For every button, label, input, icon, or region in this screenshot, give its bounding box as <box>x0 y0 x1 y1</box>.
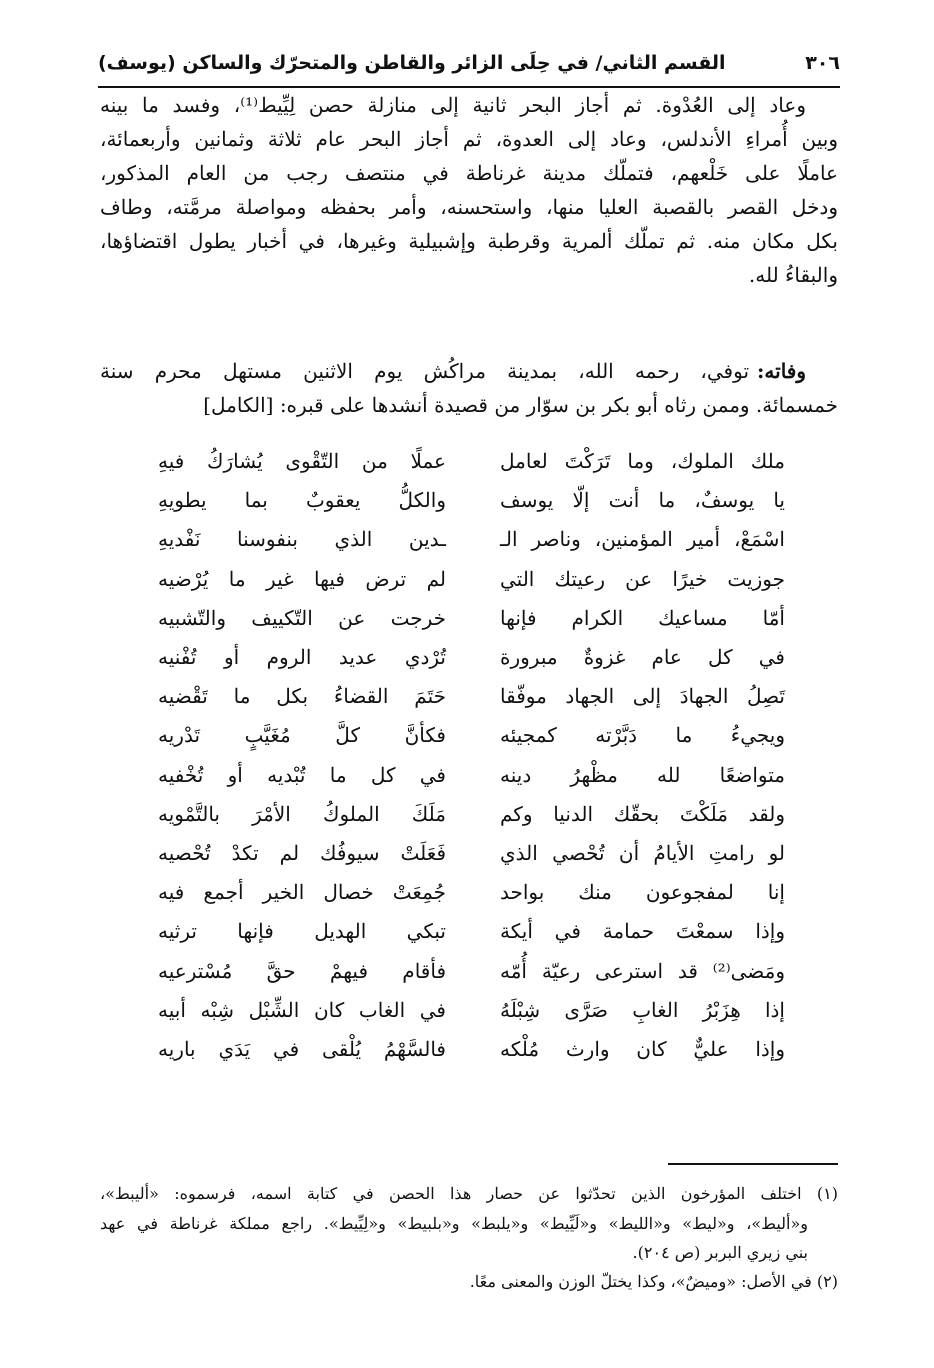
verse-second-hemistich: حَتَمَ القضاءُ بكل ما تَقْضيه <box>158 684 446 709</box>
verse-second-hemistich: فأقام فيهمْ حقَّ مُسْترعيه <box>158 958 446 983</box>
verse-second-hemistich: في الغاب كان الشِّبْل شِبْه أبيه <box>158 997 446 1022</box>
text-line: وبين أُمراءِ الأندلس، وعاد إلى العدوة، ثم أجاز البحر عام ثلاثة وثمانين وأربعمائة، <box>100 127 838 151</box>
verse-second-hemistich: ـدين الذي بنفوسنا نَفْديهِ <box>158 527 446 552</box>
running-title: القسم الثاني/ في حِلَى الزائر والقاطن والمتحرّك والساكن (يوسف) <box>98 52 726 74</box>
verse-first-hemistich: لو رامتِ الأيامُ أن تُحْصي الذي <box>500 841 785 865</box>
header-rule <box>98 86 840 88</box>
footnote-1-line: (١) اختلف المؤرخون الذين تحدّثوا عن حصار هذا الحصن في كتابة اسمه، فرسموه: «أليبط»، <box>100 1184 838 1203</box>
text-line: ودخل القصر بالقصبة العليا منها، واستحسنه، وأمر بحفظه ومواصلة مرمَّته، وطاف <box>100 195 838 219</box>
footnote-1-line: بني زيري البربر (ص ٢٠٤). <box>632 1243 808 1262</box>
verse-first-hemistich: في كل عام غزوةٌ مبرورة <box>500 645 785 669</box>
text-line: وعاد إلى العُدْوة. ثم أجاز البحر ثانية إلى منازلة حصن لِيِّيط⁽¹⁾، وفسد ما بينه <box>100 93 806 117</box>
verse-second-hemistich: فالسَّهْمُ يُلْقى في يَدَي باريه <box>158 1037 446 1061</box>
footnote-2-line: (٢) في الأصل: «وميضٌ»، وكذا يختلّ الوزن والمعنى معًا. <box>469 1272 838 1291</box>
verse-second-hemistich: فَعَلَتْ سيوفُك لم تكدْ تُحْصيه <box>158 841 446 865</box>
verse-first-hemistich: تَصِلُ الجهادَ إلى الجهاد موفّقا <box>500 684 785 709</box>
text-span: توفي، رحمه الله، بمدينة مراكُش يوم الاثنين مستهل محرم سنة <box>100 359 750 383</box>
verse-second-hemistich: تبكي الهديل فإنها ترثيه <box>158 919 446 944</box>
verse-first-hemistich: يا يوسفٌ، ما أنت إلّا يوسف <box>500 488 785 513</box>
verse-first-hemistich: إنا لمفجوعون منك بواحد <box>500 880 785 905</box>
text-line: بكل مكان منه. ثم تملّك ألمرية وقرطبة وإشبيلية وغيرها، في أخبار يطول اقتضاؤها، <box>100 229 838 253</box>
verse-second-hemistich: مَلَكَ الملوكُ الأمْرَ بالتَّمْويه <box>158 801 446 826</box>
verse-second-hemistich: تُرْدي عديد الروم أو تُفْنيه <box>158 645 446 669</box>
verse-first-hemistich: وإذا عليٌّ كان وارث مُلْكه <box>500 1037 785 1061</box>
verse-second-hemistich: فكأنَّ كلَّ مُغَيَّبٍ تَدْريه <box>158 723 446 748</box>
verse-first-hemistich: ولقد مَلَكْتَ بحقّك الدنيا وكم <box>500 801 785 826</box>
footnote-number: (٢) <box>816 1272 838 1291</box>
running-header <box>98 52 840 84</box>
verse-second-hemistich: جُمِعَتْ خصال الخير أجمع فيه <box>158 880 446 905</box>
text-line: والبقاءُ لله. <box>748 263 838 287</box>
verse-first-hemistich: ويجيءُ ما دَبَّرْته كمجيئه <box>500 723 785 748</box>
verse-second-hemistich: خرجت عن التّكييف والتّشبيه <box>158 605 446 630</box>
verse-first-hemistich: اسْمَعْ، أمير المؤمنين، وناصر الـ <box>500 527 785 552</box>
text-line <box>100 356 806 386</box>
verse-second-hemistich: لم ترض فيها غير ما يُرْضيه <box>158 566 446 591</box>
verse-first-hemistich: إذا هِزَبْرُ الغابِ صَرَّى شِبْلَهُ <box>500 997 785 1022</box>
verse-second-hemistich: عملًا من التّقْوى يُشارَكُ فيهِ <box>158 449 446 473</box>
verse-first-hemistich: متواضعًا لله مظْهرُ دينه <box>500 762 785 787</box>
verse-first-hemistich: أمّا مساعيك الكرام فإنها <box>500 605 785 630</box>
verse-second-hemistich: والكلُّ يعقوبٌ بما يطويهِ <box>158 488 446 513</box>
verse-first-hemistich: جوزيت خيرًا عن رعيتك التي <box>500 566 785 591</box>
verse-first-hemistich: ومَضى⁽²⁾ قد استرعى رعيّة أُمّه <box>500 958 785 983</box>
verse-first-hemistich: وإذا سمعْتَ حمامة في أيكة <box>500 919 785 944</box>
verse-second-hemistich: في كل ما تُبْديه أو تُخْفيه <box>158 762 446 787</box>
footnote-rule <box>668 1163 838 1165</box>
section-label: وفاته: <box>757 359 806 383</box>
text-line: عاملًا على خَلْعهم، فتملّك مدينة غرناطة في منتصف رجب من العام المذكور، <box>100 161 838 185</box>
text-line: خمسمائة. وممن رثاه أبو بكر بن سوّار من قصيدة أنشدها على قبره: [الكامل] <box>203 393 838 417</box>
verse-first-hemistich: ملك الملوك، وما تَرَكْتَ لعامل <box>500 449 785 473</box>
page-number: ٣٠٦ <box>805 52 840 74</box>
footnote-1-line: و«أليط»، و«ليط» و«الليط» و«لَيِّيط» و«يلبط» و«بلبيط» و«لِيِّيط». راجع مملكة غرناطة في عهد <box>100 1214 808 1233</box>
footnote-number: (١) <box>816 1184 838 1203</box>
